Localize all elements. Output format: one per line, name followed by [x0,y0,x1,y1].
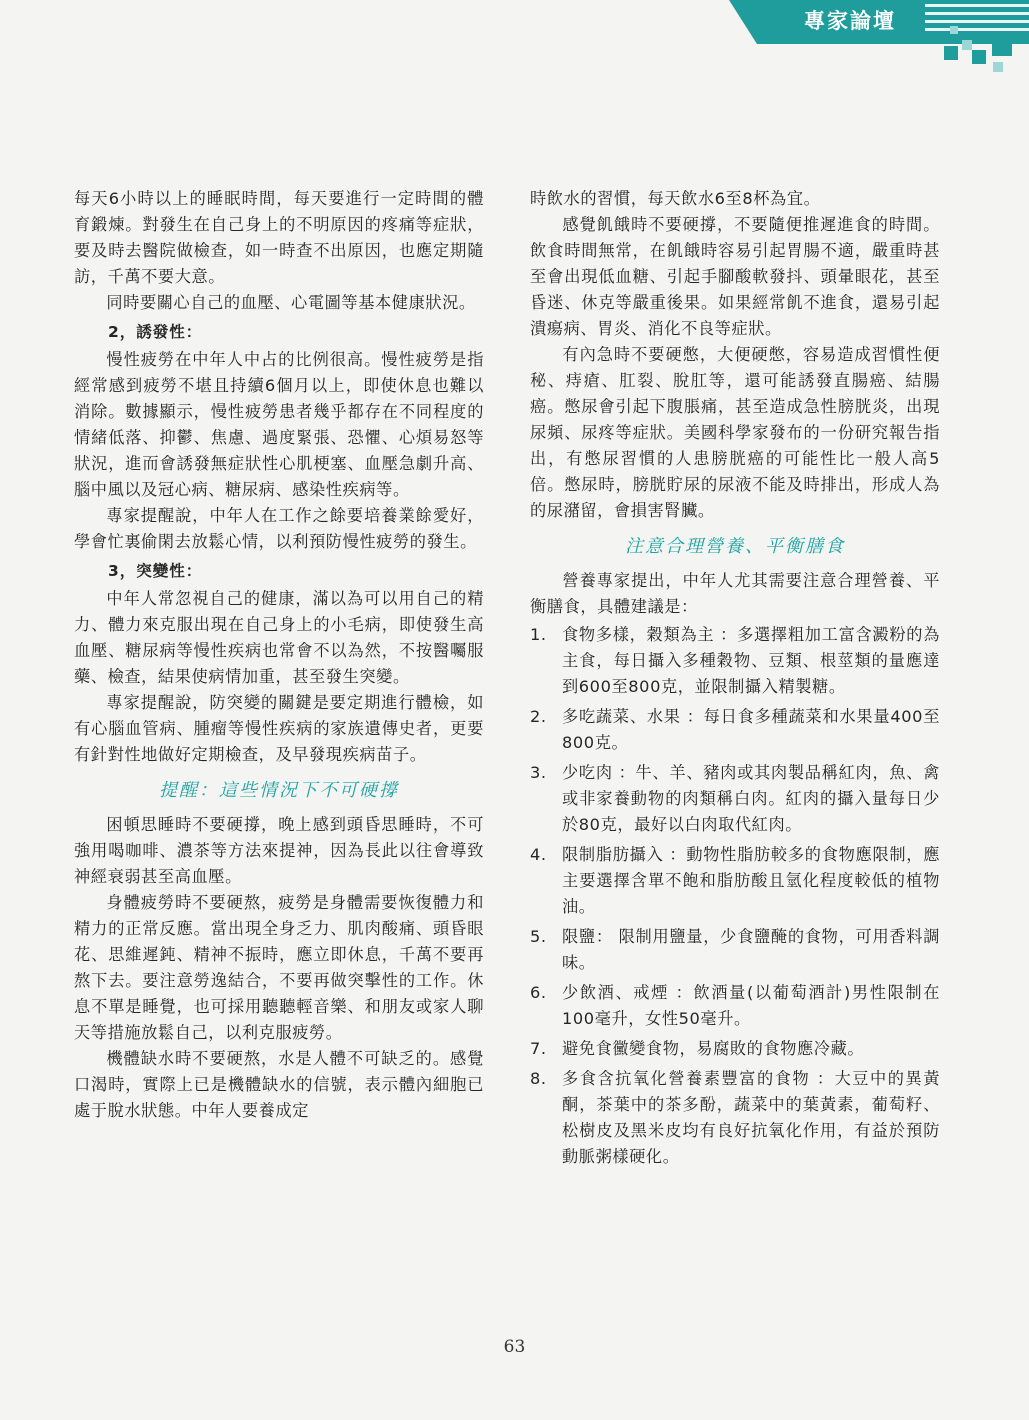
list-text: 限制脂肪攝入 ：動物性脂肪較多的食物應限制，應主要選擇含單不飽和脂肪酸且氫化程度較低的植物油。 [562,845,940,916]
list-item [530,760,940,838]
page-number: 63 [503,1337,526,1357]
left-column [74,186,484,1124]
paragraph: 慢性疲勞在中年人中占的比例很高。慢性疲勞是指經常感到疲勞不堪且持續6個月以上，即使休息也難以消除。數據顯示，慢性疲勞患者幾乎都存在不同程度的情緒低落、抑鬱、焦慮、過度緊張、恐懼、心煩易怒等狀況，進而會誘發無症狀性心肌梗塞、血壓急劇升高、腦中風以及冠心病、糖尿病、感染性疾病等。 [74,350,484,499]
list-number: 1. [530,625,547,644]
paragraph: 機體缺水時不要硬熬，水是人體不可缺乏的。感覺口渴時，實際上已是機體缺水的信號，表示體內細胞已處于脫水狀態。中年人要養成定 [74,1049,484,1120]
header-stripes [925,4,1029,40]
list-number: 3. [530,763,547,782]
list-item [530,924,940,976]
list-text: 少飲酒、戒煙 ：飲酒量(以葡萄酒計)男性限制在100毫升，女性50毫升。 [562,983,940,1028]
decor-square [993,62,1003,72]
list-number: 5. [530,927,547,946]
list-item [530,1036,940,1062]
list-text: 食物多樣，穀類為主 ：多選擇粗加工富含澱粉的為主食，每日攝入多種穀物、豆類、根莖類的量應達到600至800克，並限制攝入精製糖。 [562,625,940,696]
section-heading: 提醒：這些情況下不可硬撐 [159,780,399,801]
paragraph: 同時要關心自己的血壓、心電圖等基本健康狀況。 [106,293,476,312]
paragraph: 營養專家提出，中年人尤其需要注意合理營養、平衡膳食，具體建議是： [530,571,940,616]
paragraph: 每天6小時以上的睡眠時間，每天要進行一定時間的體育鍛煉。對發生在自己身上的不明原因的疼痛等症狀，要及時去醫院做檢查，如一時查不出原因，也應定期隨訪，千萬不要大意。 [74,189,484,286]
paragraph: 困頓思睡時不要硬撐，晚上感到頭昏思睡時，不可強用喝咖啡、濃茶等方法來提神，因為長此以往會導致神經衰弱甚至高血壓。 [74,815,484,886]
section-title: 專家論壇 [804,9,896,33]
decor-square [944,46,958,60]
list-text: 避免食黴變食物，易腐敗的食物應冷藏。 [562,1039,865,1058]
decor-square [962,40,972,50]
list-number: 8. [530,1069,547,1088]
list-item [530,980,940,1032]
paragraph: 中年人常忽視自己的健康，滿以為可以用自己的精力、體力來克服出現在自己身上的小毛病，即使發生高血壓、糖尿病等慢性疾病也常會不以為然，不按醫囑服藥、檢查，結果使病情加重，甚至發生突變。 [74,589,484,686]
list-number: 7. [530,1039,547,1058]
list-number: 4. [530,845,547,864]
list-text: 少吃肉 ：牛、羊、豬肉或其肉製品稱紅肉，魚、禽或非家養動物的肉類稱白肉。紅肉的攝入量每日少於80克，最好以白肉取代紅肉。 [562,763,940,834]
decor-square [972,50,986,64]
list-text: 限鹽： 限制用鹽量，少食鹽醃的食物，可用香料調味。 [562,927,940,972]
paragraph: 感覺飢餓時不要硬撐，不要隨便推遲進食的時間。飲食時間無常，在飢餓時容易引起胃腸不適，嚴重時甚至會出現低血糖、引起手腳酸軟發抖、頭暈眼花，甚至昏迷、休克等嚴重後果。如果經常飢不進食，還易引起潰瘍病、胃炎、消化不良等症狀。 [530,215,940,338]
section-heading: 注意合理營養、平衡膳食 [625,536,845,557]
subheading: 2，誘發性： [108,323,203,341]
paragraph: 身體疲勞時不要硬熬，疲勞是身體需要恢復體力和精力的正常反應。當出現全身乏力、肌肉酸痛、頭昏眼花、思維遲鈍、精神不振時，應立即休息，千萬不要再熬下去。要注意勞逸結合，不要再做突擊性的工作。休息不單是睡覺，也可採用聽聽輕音樂、和朋友或家人聊天等措施放鬆自己，以利克服疲勞。 [74,893,484,1042]
subheading: 3，突變性： [108,562,203,580]
list-item [530,622,940,700]
list-text: 多吃蔬菜、水果 ：每日食多種蔬菜和水果量400至800克。 [562,707,940,752]
advice-list [530,622,940,1170]
list-item [530,1066,940,1170]
decor-square [992,36,1012,56]
list-number: 2. [530,707,547,726]
paragraph: 有內急時不要硬憋，大便硬憋，容易造成習慣性便秘、痔瘡、肛裂、脫肛等，還可能誘發直腸癌、結腸癌。憋尿會引起下腹脹痛，甚至造成急性膀胱炎，出現尿頻、尿疼等症狀。美國科學家發布的一份研究報告指出，有憋尿習慣的人患膀胱癌的可能性比一般人高5倍。憋尿時，膀胱貯尿的尿液不能及時排出，形成人為的尿潴留，會損害腎臟。 [530,345,940,520]
paragraph: 時飲水的習慣，每天飲水6至8杯為宜。 [530,189,821,208]
paragraph: 專家提醒說，防突變的關鍵是要定期進行體檢，如有心腦血管病、腫瘤等慢性疾病的家族遺傳史者，更要有針對性地做好定期檢查，及早發現疾病苗子。 [74,693,484,764]
paragraph: 專家提醒說，中年人在工作之餘要培養業餘愛好，學會忙裏偷閑去放鬆心情，以利預防慢性疲勞的發生。 [74,506,484,551]
list-number: 6. [530,983,547,1002]
decor-square [950,26,958,34]
list-item [530,842,940,920]
list-text: 多食含抗氧化營養素豐富的食物 ：大豆中的異黃酮，茶葉中的茶多酚，蔬菜中的葉黃素，葡萄籽、松樹皮及黑米皮均有良好抗氧化作用，有益於預防動脈粥樣硬化。 [562,1069,940,1166]
right-column [530,186,940,1174]
list-item [530,704,940,756]
